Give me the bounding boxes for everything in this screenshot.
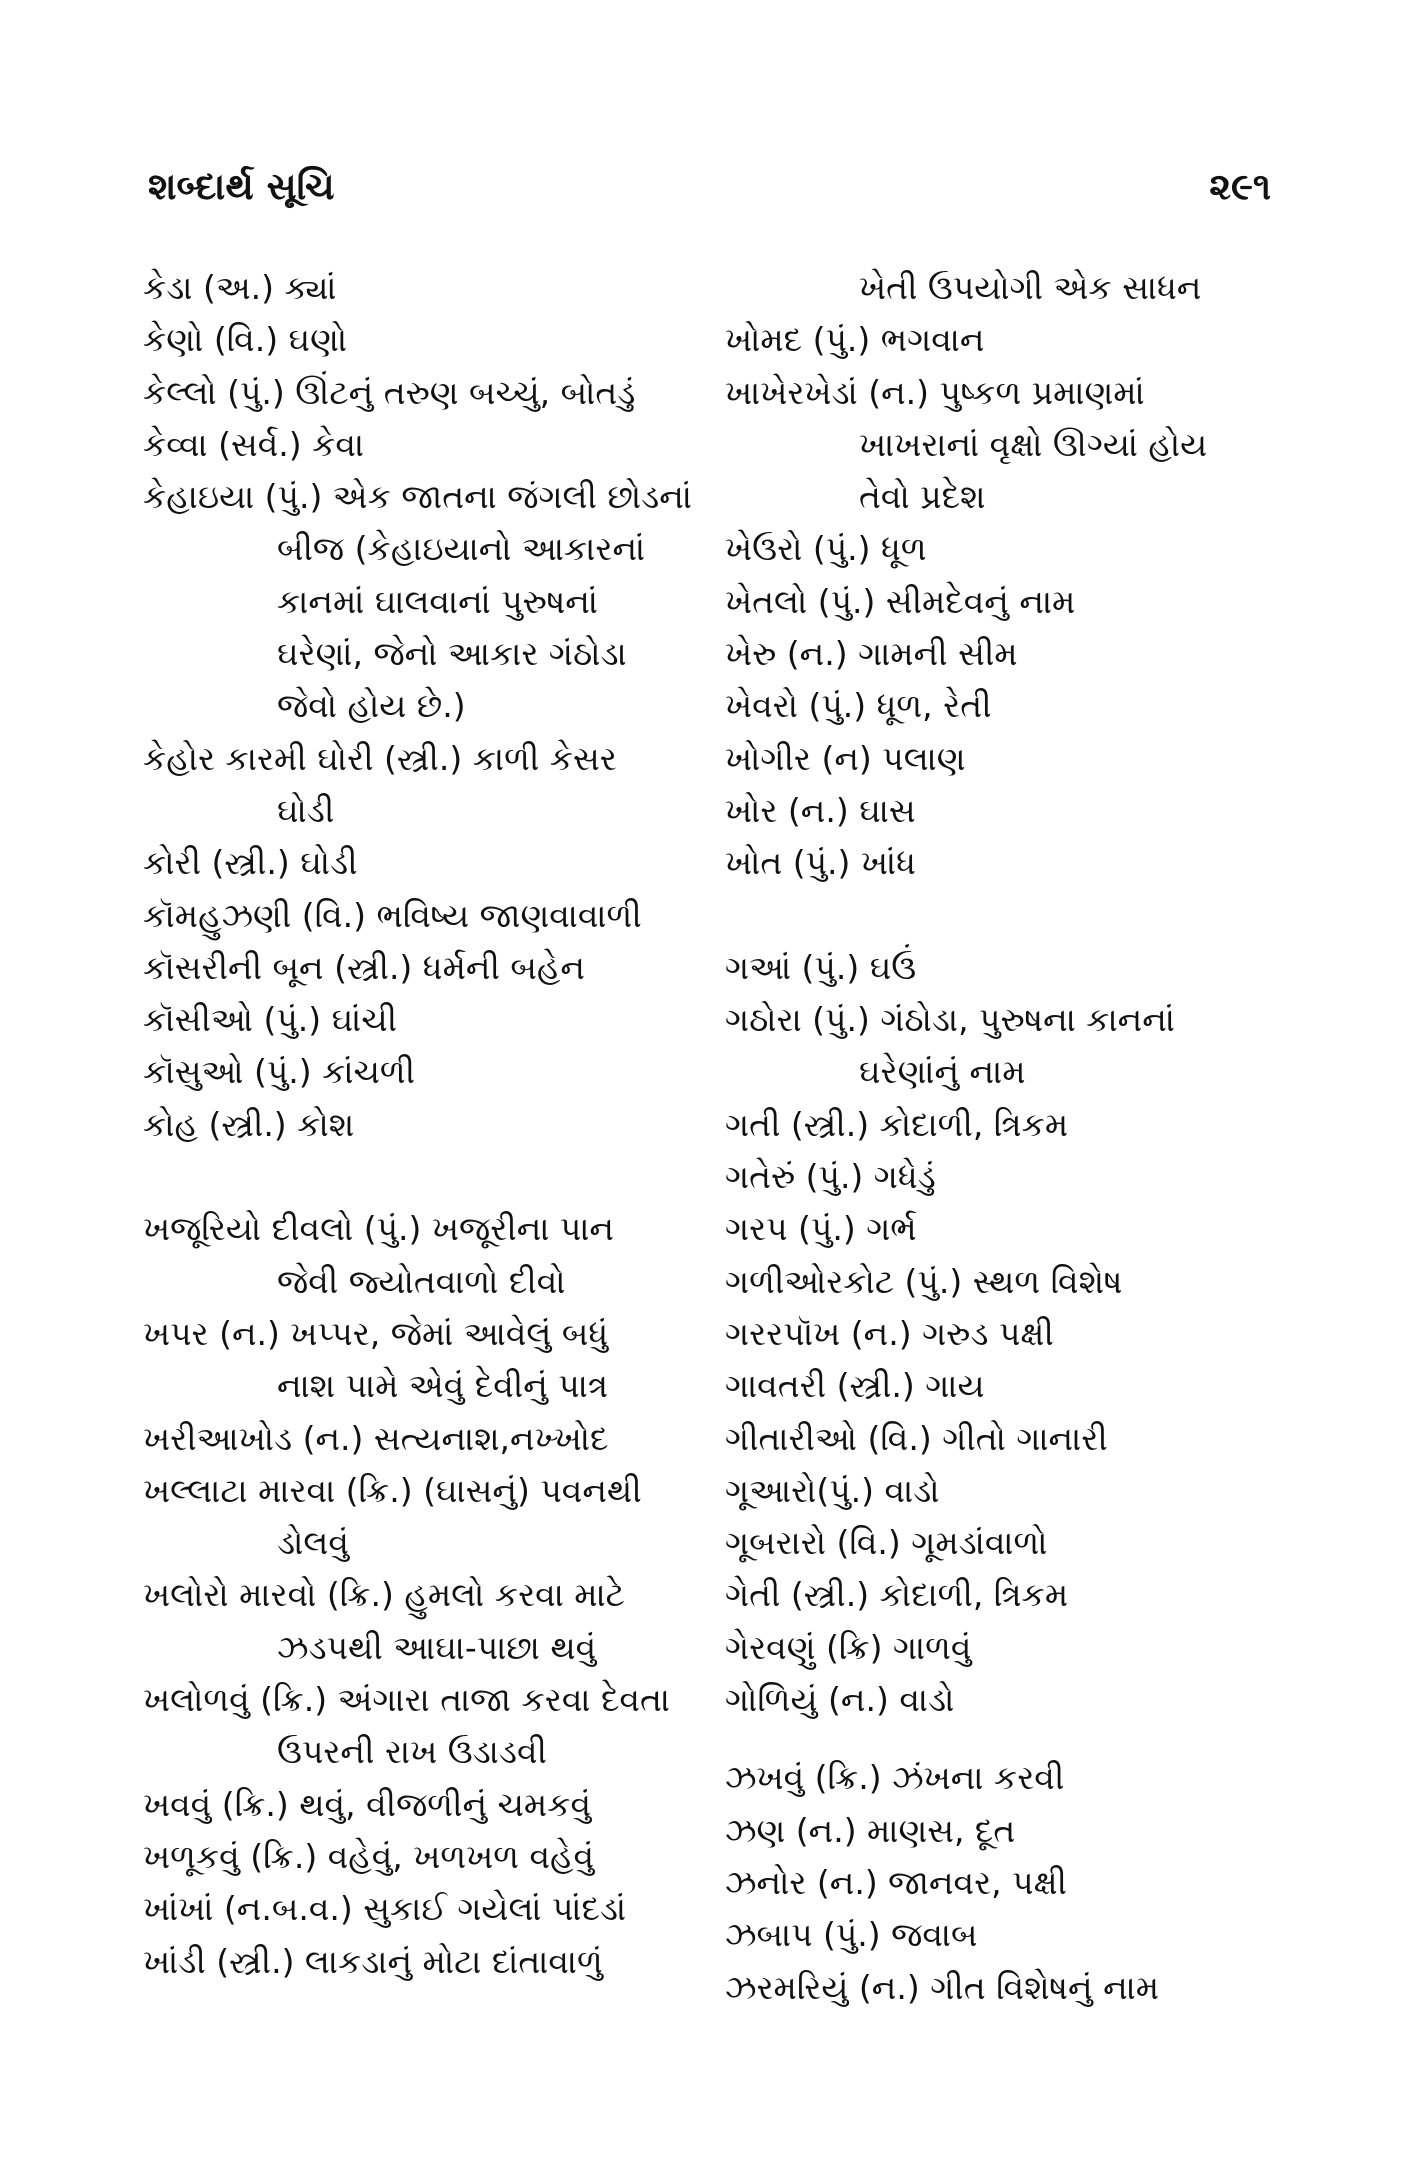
glossary-entry-continuation: ઘરેણાંનું નામ [859, 1052, 1026, 1092]
glossary-entry: ગીતારીઓ (વિ.) ગીતો ગાનારી [725, 1418, 1108, 1458]
glossary-entry-continuation: ઘરેણાં, જેનો આકાર ગંઠોડા [277, 634, 627, 674]
glossary-entry-continuation: જેવો હોય છે.) [277, 686, 466, 726]
running-header-title: શબ્દાર્થ સૂચિ [148, 165, 335, 208]
glossary-entry: ઝખવું (ક્રિ.) ઝંખના કરવી [725, 1758, 1065, 1798]
glossary-entry: ગરપ (પું.) ગર્ભ [725, 1209, 917, 1249]
section-gap [725, 890, 1285, 942]
glossary-entry: ખેઉરો (પું.) ધૂળ [725, 529, 927, 569]
glossary-entry: ખેરુ (ન.) ગામની સીમ [725, 634, 1018, 674]
glossary-entry-continuation: ખેતી ઉપયોગી એક સાધન [859, 268, 1202, 307]
glossary-entry: ખળૂકવું (ક્રિ.) વહેવું, ખળખળ વહેવું [143, 1836, 595, 1876]
glossary-entry-continuation: તેવો પ્રદેશ [859, 477, 986, 517]
glossary-entry: ઝરમરિયું (ન.) ગીત વિશેષનું નામ [725, 1967, 1160, 2007]
glossary-entry: ખોત (પું.) ખાંધ [725, 843, 916, 883]
glossary-entry: ખોર (ન.) ઘાસ [725, 790, 916, 830]
glossary-entry: કેહોર કારમી ઘોરી (સ્ત્રી.) કાળી કેસર [143, 738, 617, 778]
glossary-entry: ગૂઆરો(પું.) વાડો [725, 1470, 940, 1510]
glossary-entry: કોહ (સ્ત્રી.) કોશ [143, 1104, 355, 1144]
glossary-entry: ખવવું (ક્રિ.) થવું, વીજળીનું ચમકવું [143, 1784, 592, 1824]
glossary-entry-continuation: જેવી જ્યોતવાળો દીવો [277, 1261, 566, 1301]
glossary-entry: કૉસુઓ (પું.) કાંચળી [143, 1052, 416, 1092]
glossary-entry: કેણો (વિ.) ઘણો [143, 320, 348, 360]
glossary-entry: ખલોળવું (ક્રિ.) અંગારા તાજા કરવા દેવતા [143, 1680, 670, 1720]
glossary-entry: ખજૂરિયો દીવલો (પું.) ખજૂરીના પાન [143, 1209, 614, 1249]
glossary-entry: ગતેરું (પું.) ગધેડું [725, 1157, 936, 1197]
glossary-entry-continuation: ડોલવું [277, 1523, 349, 1563]
glossary-entry: ઝણ (ન.) માણસ, દૂત [725, 1810, 1016, 1850]
glossary-entry: ગેતી (સ્ત્રી.) કોદાળી, ત્રિકમ [725, 1575, 1069, 1615]
glossary-entry: ખલોરો મારવો (ક્રિ.) હુમલો કરવા માટે [143, 1575, 625, 1615]
glossary-entry: ખેવરો (પું.) ધૂળ, રેતી [725, 686, 992, 726]
glossary-entry: કૉમહુઝણી (વિ.) ભવિષ્ય જાણવાવાળી [143, 895, 642, 935]
glossary-entry: ખોમદ (પું.) ભગવાન [725, 320, 985, 360]
glossary-entry: ખાખેરખેડાં (ન.) પુષ્કળ પ્રમાણમાં [725, 372, 1145, 412]
glossary-entry: ગૂબરારો (વિ.) ગૂમડાંવાળો [725, 1523, 1048, 1563]
glossary-entry: ગેરવણું (ક્રિ) ગાળવું [725, 1627, 972, 1667]
glossary-entry: કેલ્લો (પું.) ઊંટનું તરુણ બચ્ચું, બોતડું [143, 372, 636, 412]
right-column [725, 262, 1285, 2014]
glossary-entry: ખપર (ન.) ખપ્પર, જેમાં આવેલું બધું [143, 1313, 609, 1353]
glossary-entry-continuation: બીજ (કેહાઇયાનો આકારનાં [277, 529, 646, 569]
glossary-entry-continuation: કાનમાં ઘાલવાનાં પુરુષનાં [277, 581, 598, 621]
glossary-entry: ગોળિયું (ન.) વાડો [725, 1680, 955, 1720]
glossary-entry: ગઠોરા (પું.) ગંઠોડા, પુરુષના કાનનાં [725, 1000, 1175, 1040]
glossary-entry: ઝનોર (ન.) જાનવર, પક્ષી [725, 1862, 1067, 1902]
glossary-entry: કૉસીઓ (પું.) ઘાંચી [143, 1000, 398, 1040]
glossary-entry: ખાંખાં (ન.બ.વ.) સુકાઈ ગયેલાં પાંદડાં [143, 1889, 627, 1929]
glossary-entry-continuation: ઘોડી [277, 790, 335, 830]
glossary-entry: કોરી (સ્ત્રી.) ઘોડી [143, 843, 358, 883]
glossary-entry: ખોગીર (ન) પલાણ [725, 738, 966, 778]
glossary-entry: કેડા (અ.) ક્યાં [143, 268, 337, 307]
glossary-entry: ખલ્લાટા મારવા (ક્રિ.) (ઘાસનું) પવનથી [143, 1470, 642, 1510]
glossary-entry: કેહાઇયા (પું.) એક જાતના જંગલી છોડનાં [143, 477, 692, 517]
glossary-entry: ગાવતરી (સ્ત્રી.) ગાય [725, 1366, 985, 1406]
glossary-entry: કૉસરીની બૂન (સ્ત્રી.) ધર્મની બહેન [143, 947, 585, 987]
glossary-entry: ખરીઆખોડ (ન.) સત્યનાશ,નખ્ખોદ [143, 1418, 609, 1458]
glossary-entry-continuation: ખાખરાનાં વૃક્ષો ઊગ્યાં હોય [859, 424, 1208, 464]
glossary-entry-continuation: ઝડપથી આઘા-પાછા થવું [277, 1627, 597, 1667]
glossary-entry: ખેતલો (પું.) સીમદેવનું નામ [725, 581, 1076, 621]
glossary-entry-continuation: નાશ પામે એવું દેવીનું પાત્ર [277, 1366, 609, 1406]
glossary-entry: ગળીઓરકોટ (પું.) સ્થળ વિશેષ [725, 1261, 1123, 1301]
glossary-entry: કેવ્વા (સર્વ.) કેવા [143, 424, 365, 464]
section-gap [143, 1151, 698, 1203]
left-column [143, 262, 698, 1988]
glossary-entry: ઝબાપ (પું.) જવાબ [725, 1915, 978, 1955]
glossary-entry: ગઆં (પું.) ઘઉં [725, 947, 917, 987]
glossary-entry: ગરરપૉખ (ન.) ગરુડ પક્ષી [725, 1313, 1054, 1353]
page-number: ૨૯૧ [1209, 165, 1271, 208]
glossary-entry-continuation: ઉપરની રાખ ઉડાડવી [277, 1732, 547, 1772]
section-gap [725, 1726, 1285, 1752]
glossary-entry: ખાંડી (સ્ત્રી.) લાકડાનું મોટા દાંતાવાળું [143, 1941, 603, 1981]
glossary-entry: ગતી (સ્ત્રી.) કોદાળી, ત્રિકમ [725, 1104, 1069, 1144]
